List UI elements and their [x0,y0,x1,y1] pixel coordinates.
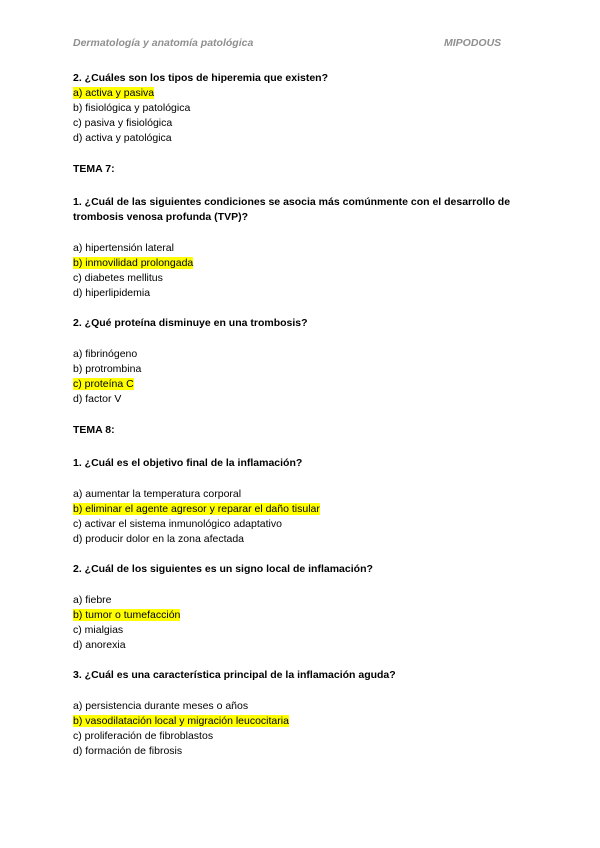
spacer [73,577,528,593]
spacer [73,547,528,562]
answer-text: d) factor V [73,393,122,405]
spacer [73,177,528,195]
question-block [73,195,528,301]
answer-option [73,593,528,608]
question-block [73,456,528,547]
correct-answer-highlight: c) proteína C [73,378,134,390]
answer-text: d) producir dolor en la zona afectada [73,533,245,545]
answer-text: b) protrombina [73,363,142,375]
spacer [73,438,528,456]
question-text: 3. ¿Cuál es una característica principal de la inflamación aguda? [73,669,396,681]
spacer [73,471,528,487]
answer-option [73,347,528,362]
answer-text: a) fibrinógeno [73,348,138,360]
answer-text: a) aumentar la temperatura corporal [73,488,242,500]
answer-option [73,116,528,131]
spacer [73,225,528,241]
answer-option [73,86,528,101]
spacer [73,301,528,316]
answer-option [73,502,528,517]
question-block [73,316,528,407]
answer-option [73,101,528,116]
correct-answer-highlight: a) activa y pasiva [73,87,155,99]
answer-option [73,729,528,744]
spacer [73,146,528,162]
answer-text: c) activar el sistema inmunológico adaptativo [73,518,282,530]
answer-option [73,638,528,653]
answer-option [73,532,528,547]
section-heading: TEMA 8: [73,424,115,436]
answer-option [73,377,528,392]
answer-option [73,131,528,146]
answer-option [73,362,528,377]
answer-option [73,517,528,532]
answer-option [73,623,528,638]
answer-option [73,256,528,271]
answer-option [73,699,528,714]
header-author: MIPODOUS [444,37,502,49]
question-block [73,668,528,759]
question-text: 2. ¿Cuál de los siguientes es un signo local de inflamación? [73,563,373,575]
answer-text: d) formación de fibrosis [73,745,183,757]
answer-text: c) diabetes mellitus [73,272,163,284]
header-subject: Dermatología y anatomía patológica [73,37,254,49]
correct-answer-highlight: b) inmovilidad prolongada [73,257,194,269]
correct-answer-highlight: b) tumor o tumefacción [73,609,181,621]
answer-text: d) anorexia [73,639,126,651]
answer-text: c) proliferación de fibroblastos [73,730,214,742]
answer-text: a) hipertensión lateral [73,242,174,254]
answer-text: d) activa y patológica [73,132,172,144]
section-heading: TEMA 7: [73,163,115,175]
correct-answer-highlight: b) vasodilatación local y migración leucocitaria [73,715,289,727]
answer-option [73,744,528,759]
question-block [73,71,528,146]
answer-option [73,608,528,623]
answer-text: c) mialgias [73,624,124,636]
answer-text: d) hiperlipidemia [73,287,151,299]
answer-text: b) fisiológica y patológica [73,102,191,114]
answer-option [73,487,528,502]
correct-answer-highlight: b) eliminar el agente agresor y reparar el daño tisular [73,503,320,515]
answer-text: a) fiebre [73,594,112,606]
answer-option [73,714,528,729]
question-text: 1. ¿Cuál de las siguientes condiciones se asocia más comúnmente con el desarrollo de trombosis venosa profunda (TVP)? [73,196,511,223]
spacer [73,331,528,347]
question-block [73,562,528,653]
answer-option [73,271,528,286]
spacer [73,683,528,699]
answer-option [73,392,528,407]
answer-text: a) persistencia durante meses o años [73,700,249,712]
question-text: 2. ¿Cuáles son los tipos de hiperemia que existen? [73,72,328,84]
spacer [73,653,528,668]
answer-option [73,241,528,256]
answer-text: c) pasiva y fisiológica [73,117,173,129]
spacer [73,407,528,423]
answer-option [73,286,528,301]
question-text: 2. ¿Qué proteína disminuye en una trombosis? [73,317,308,329]
quiz-content [73,71,528,759]
question-text: 1. ¿Cuál es el objetivo final de la inflamación? [73,457,303,469]
